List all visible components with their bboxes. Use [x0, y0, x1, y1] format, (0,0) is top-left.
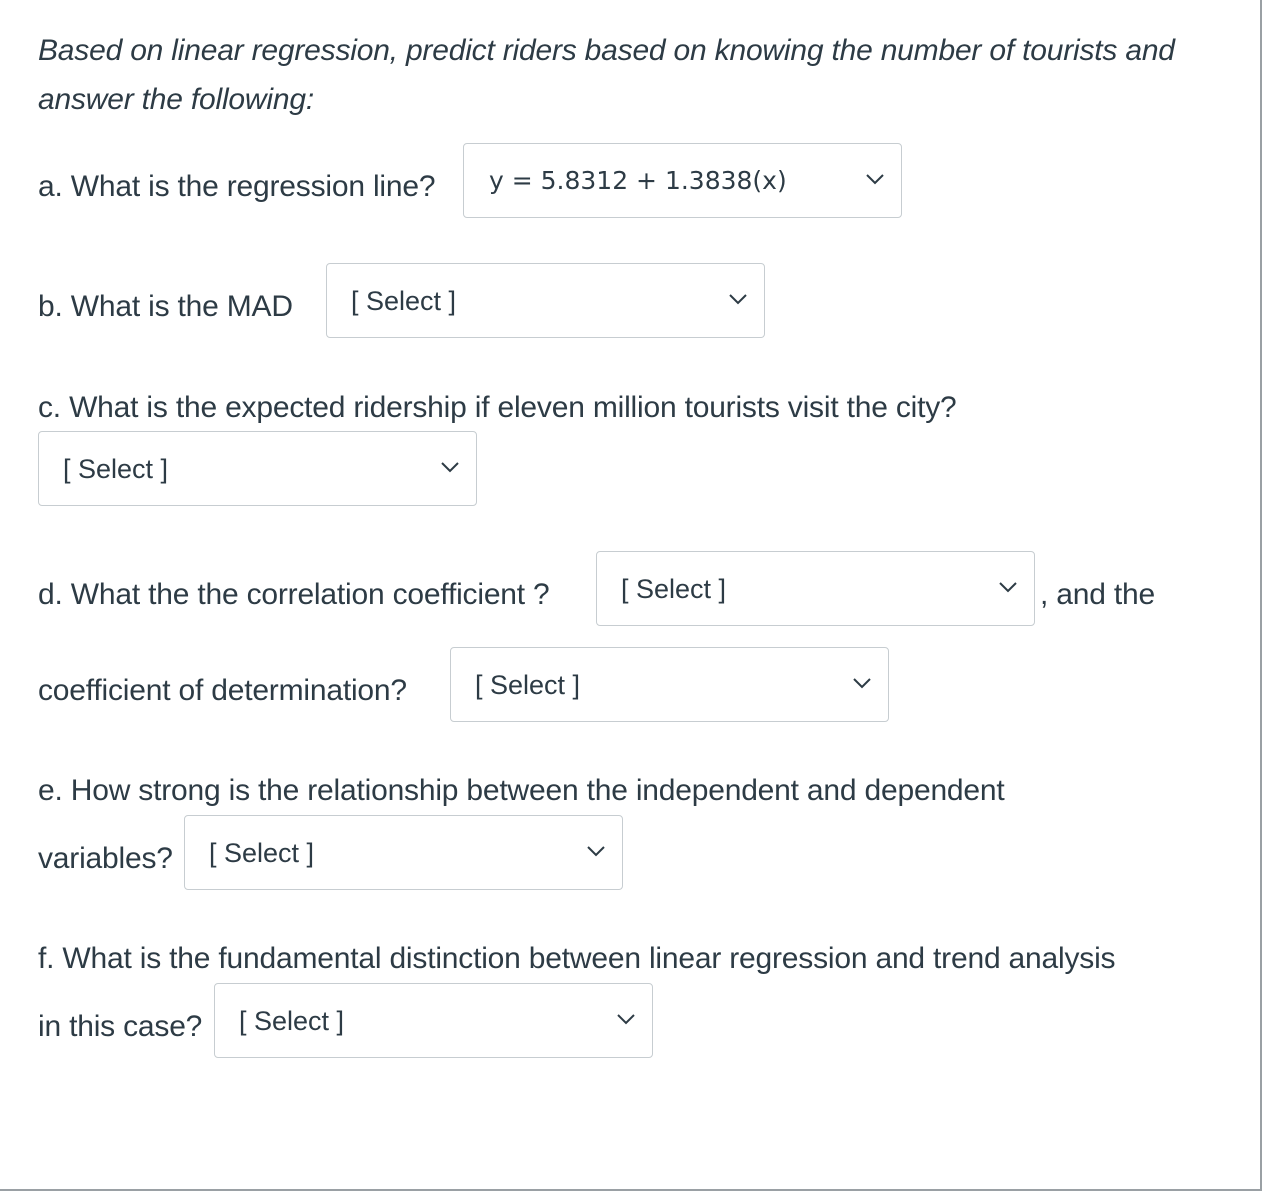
question-f-label-2: in this case? [38, 1010, 203, 1043]
question-c-selected-value: [ Select ] [63, 454, 169, 484]
question-d-selected-value-2: [ Select ] [475, 670, 581, 700]
chevron-down-icon [998, 581, 1018, 593]
question-d-selected-value: [ Select ] [621, 574, 727, 604]
question-c-label: c. What is the expected ridership if eleven million tourists visit the city? [38, 391, 957, 424]
question-d-determination-dropdown[interactable] [450, 647, 889, 722]
question-d-label-2: coefficient of determination? [38, 674, 407, 707]
question-c-dropdown[interactable] [38, 431, 477, 506]
question-b-selected-value: [ Select ] [351, 286, 457, 316]
question-intro: Based on linear regression, predict riders based on knowing the number of tourists and answer the following: [38, 34, 1175, 116]
chevron-down-icon [440, 461, 460, 473]
question-a-selected-value: y = 5.8312 + 1.3838(x) [489, 166, 787, 195]
question-d-suffix: , and the [1040, 578, 1155, 611]
chevron-down-icon [852, 677, 872, 689]
question-e-label: e. How strong is the relationship between the independent and dependent [38, 774, 1005, 807]
question-d-label: d. What the the correlation coefficient ? [38, 578, 550, 611]
question-e-selected-value: [ Select ] [209, 838, 315, 868]
question-d-correlation-dropdown[interactable] [596, 551, 1035, 626]
question-b-dropdown[interactable] [326, 263, 765, 338]
question-f-label: f. What is the fundamental distinction between linear regression and trend analysis [38, 942, 1116, 975]
chevron-down-icon [865, 173, 885, 185]
question-f-dropdown[interactable] [214, 983, 653, 1058]
question-e-label-2: variables? [38, 842, 173, 875]
question-e-dropdown[interactable] [184, 815, 623, 890]
question-a-dropdown[interactable] [463, 143, 902, 218]
chevron-down-icon [616, 1013, 636, 1025]
question-f-selected-value: [ Select ] [239, 1006, 345, 1036]
chevron-down-icon [728, 293, 748, 305]
chevron-down-icon [586, 845, 606, 857]
question-b-label: b. What is the MAD [38, 290, 293, 323]
question-a-label: a. What is the regression line? [38, 170, 436, 203]
